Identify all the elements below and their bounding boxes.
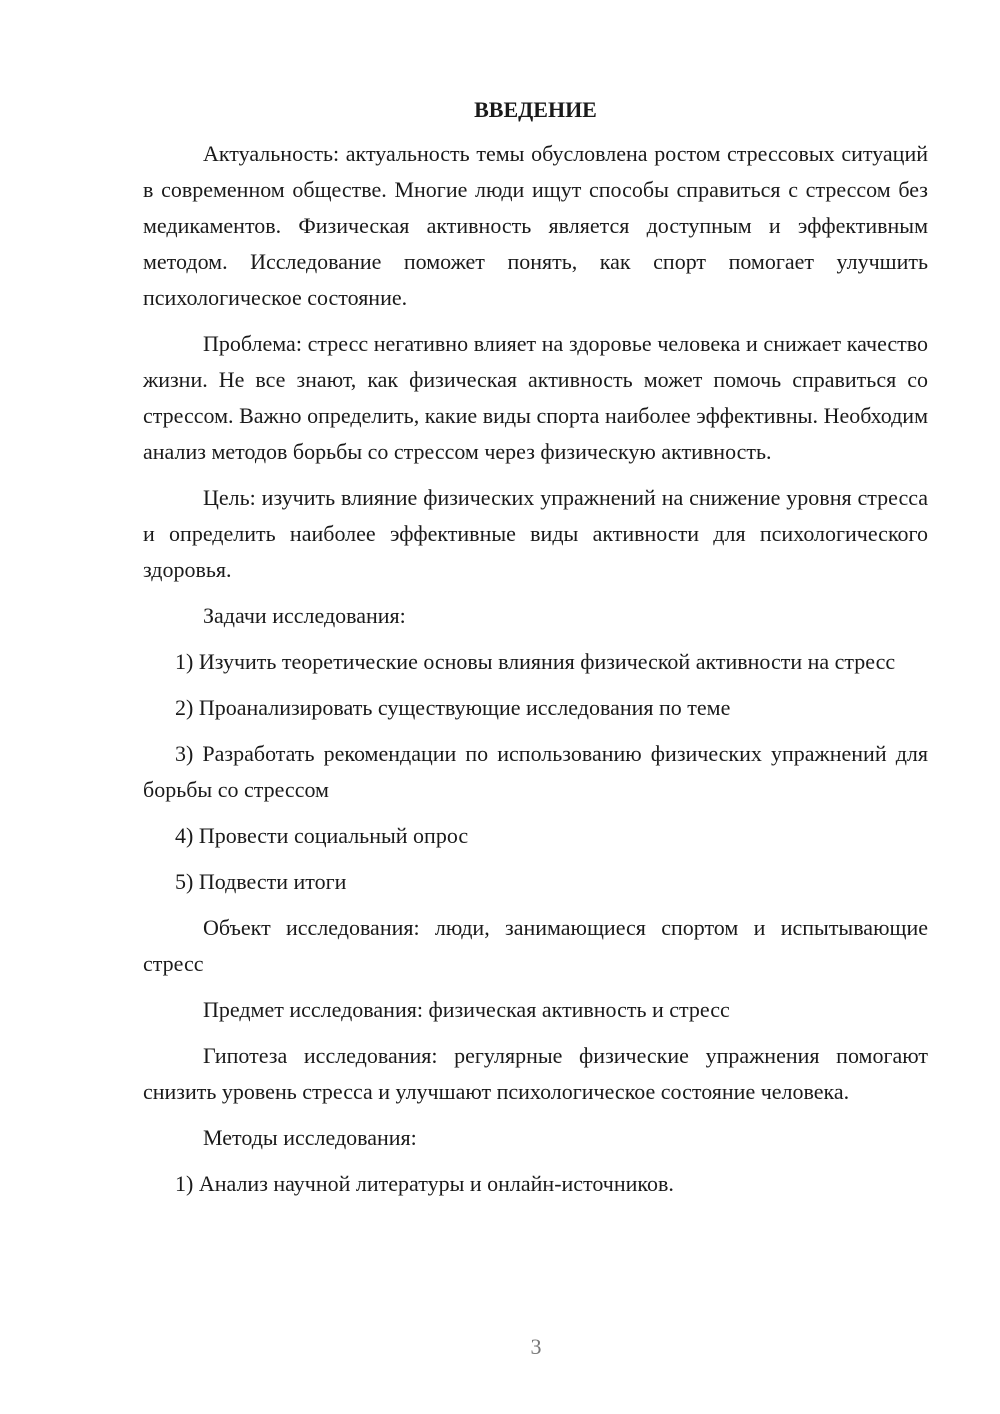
object-paragraph: Объект исследования: люди, занимающиеся спортом и испытывающие стресс <box>143 915 928 976</box>
document-page <box>143 92 928 1212</box>
task-item-4: 4) Провести социальный опрос <box>175 823 469 848</box>
actuality-paragraph: Актуальность: актуальность темы обусловлена ростом стрессовых ситуаций в современном обществе. Многие люди ищут способы справиться с стрессом без медикаментов. Физическая активность является доступным и эффективным методом. Исследование поможет понять, как спорт помогает улучшить психологическое состояние. <box>143 141 928 310</box>
subject-paragraph: Предмет исследования: физическая активность и стресс <box>203 997 730 1022</box>
task-item-3: 3) Разработать рекомендации по использованию физических упражнений для борьбы со стрессом <box>143 741 928 802</box>
hypothesis-paragraph: Гипотеза исследования: регулярные физические упражнения помогают снизить уровень стресса и улучшают психологическое состояние человека. <box>143 1043 928 1104</box>
problem-paragraph: Проблема: стресс негативно влияет на здоровье человека и снижает качество жизни. Не все знают, как физическая активность может помочь справиться со стрессом. Важно определить, какие виды спорта наиболее эффективны. Необходим анализ методов борьбы со стрессом через физическую активность. <box>143 331 928 464</box>
page-title: ВВЕДЕНИЕ <box>474 97 597 122</box>
task-item-2: 2) Проанализировать существующие исследования по теме <box>175 695 731 720</box>
goal-paragraph: Цель: изучить влияние физических упражнений на снижение уровня стресса и определить наиболее эффективные виды активности для психологического здоровья. <box>143 485 928 582</box>
tasks-title: Задачи исследования: <box>203 603 406 628</box>
method-item-1: 1) Анализ научной литературы и онлайн-источников. <box>175 1171 674 1196</box>
task-item-1: 1) Изучить теоретические основы влияния физической активности на стресс <box>175 649 896 674</box>
task-item-5: 5) Подвести итоги <box>175 869 347 894</box>
methods-title: Методы исследования: <box>203 1125 417 1150</box>
page-number: 3 <box>530 1334 542 1359</box>
